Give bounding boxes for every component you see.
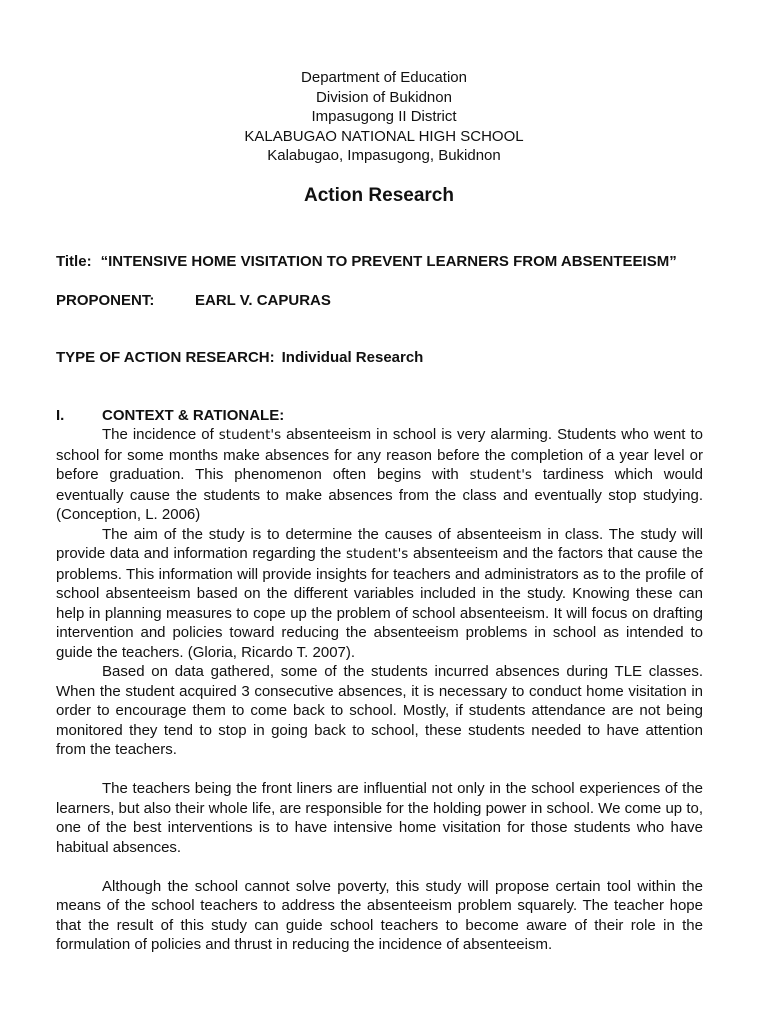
paragraph-text: The incidence of	[102, 426, 219, 443]
research-title-label: Title:	[56, 253, 92, 270]
paragraph	[56, 425, 703, 525]
paragraph-text: tardiness which would eventually cause the students to make absences from the class and eventually stop studying. (Conception, L. 2006)	[56, 466, 703, 523]
paragraph	[56, 525, 703, 663]
header-line-division: Division of Bukidnon	[316, 88, 452, 106]
letterhead	[0, 68, 768, 166]
paragraph: Although the school cannot solve poverty, this study will propose certain tool within the means of the school teachers to address the absenteeism problem squarely. The teacher hope that the result of this study can guide school teachers to become aware of their role in the formulation of policies and thrust in reducing the incidence of absenteeism.	[56, 877, 703, 953]
section-number: I.	[56, 407, 65, 424]
paragraph-text: absenteeism in school is very alarming. Students who went to school for some months make absences for any reason before the completion of a year level or before graduation. This phenomenon often begins with	[56, 426, 703, 483]
research-type-label: TYPE OF ACTION RESEARCH:	[56, 349, 275, 366]
proponent-label: PROPONENT:	[56, 292, 155, 309]
paragraph-term: student's	[218, 427, 282, 443]
paragraph: The teachers being the front liners are influential not only in the school experiences of the learners, but also their whole life, are responsible for the holding power in school. We come up to, one of the best interventions is to have intensive home visitation for those students who have habitual absences.	[56, 780, 703, 856]
header-line-department: Department of Education	[301, 69, 467, 86]
paragraph-text: absenteeism and the factors that cause the problems. This information will provide insights for teachers and administrators as to the profile of school absenteeism based on the different variables included in the study. Knowing these can help in planning measures to cope up the problem of school absenteeism. It will focus on drafting intervention and policies toward reducing the absenteeism problems in school as intended to guide the teachers. (Gloria, Ricardo T. 2007).	[56, 545, 703, 661]
header-line-address: Kalabugao, Impasugong, Bukidnon	[267, 147, 501, 164]
research-title-line	[56, 252, 677, 272]
research-type-line	[56, 348, 423, 368]
proponent-line	[56, 291, 331, 311]
header-line-district: Impasugong II District	[311, 108, 457, 125]
paragraph-term: student's	[345, 546, 409, 562]
proponent-value: EARL V. CAPURAS	[195, 292, 331, 309]
paragraph: Based on data gathered, some of the students incurred absences during TLE classes. When the student acquired 3 consecutive absences, it is necessary to conduct home visitation in order to encourage them to come back to school. Mostly, if students attendance are not being monitored they tend to stop in going back to school, these students needed to have attention from the teachers.	[56, 663, 703, 758]
research-title-value: “INTENSIVE HOME VISITATION TO PREVENT LEARNERS FROM ABSENTEEISM”	[100, 253, 677, 270]
document-title: Action Research	[304, 185, 454, 206]
section-body	[56, 425, 703, 955]
header-line-school: KALABUGAO NATIONAL HIGH SCHOOL	[244, 127, 524, 145]
section-heading	[56, 406, 284, 426]
paragraph-text: The aim of the study is to determine the causes of absenteeism in class. The study will provide data and information regarding the	[56, 525, 703, 562]
section-title: CONTEXT & RATIONALE:	[102, 407, 285, 424]
research-type-value: Individual Research	[281, 349, 424, 366]
paragraph-term: student's	[469, 467, 532, 483]
